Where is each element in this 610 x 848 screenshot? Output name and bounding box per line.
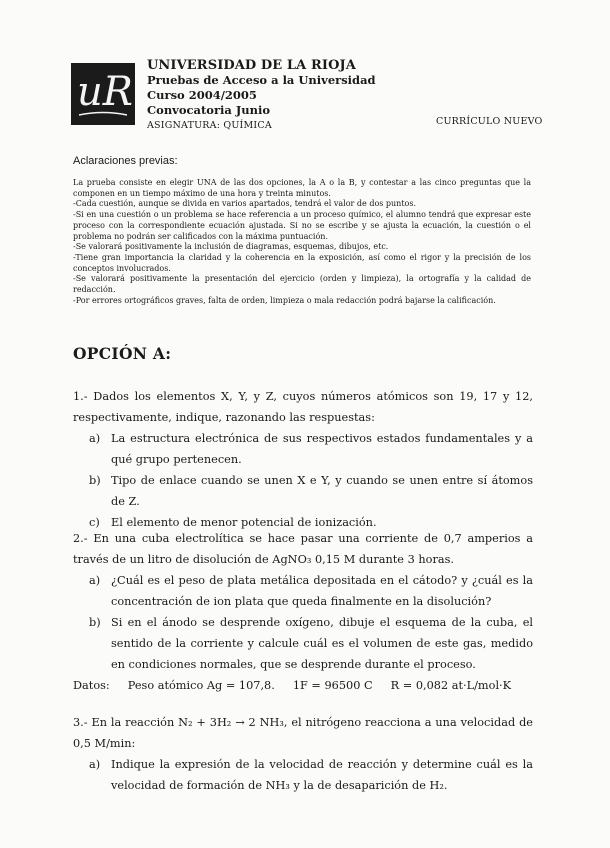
subject: ASIGNATURA: QUÍMICA [147, 120, 272, 131]
item-label: a) [89, 574, 101, 587]
item-label: a) [89, 758, 101, 771]
aclaraciones-body [73, 178, 531, 306]
aclaracion-item: -Se valorará positivamente la presentación del ejercicio (orden y limpieza), la ortografía y la calidad de redacción. [73, 274, 531, 295]
session: Convocatoria Junio [147, 103, 271, 117]
item-text: Si en el ánodo se desprende oxígeno, dibuje el esquema de la cuba, el sentido de la corriente y calcule cuál es el volumen de este gas, medido en condiciones normales, que se desprende durante el proceso. [111, 616, 533, 671]
item-text: La estructura electrónica de sus respectivos estados fundamentales y a qué grupo pertenecen. [111, 432, 533, 466]
exam-type: Pruebas de Acceso a la Universidad [147, 73, 376, 87]
item-label: b) [89, 616, 101, 629]
question-2-item [73, 612, 533, 675]
question-1-item [73, 428, 533, 470]
question-1 [73, 386, 533, 533]
question-1-item [73, 470, 533, 512]
question-3-text: 3.- En la reacción N₂ + 3H₂ → 2 NH₃, el nitrógeno reacciona a una velocidad de 0,5 M/min: [73, 716, 533, 750]
datos-faraday: 1F = 96500 C [292, 679, 373, 692]
aclaracion-item: -Cada cuestión, aunque se divida en varios apartados, tendrá el valor de dos puntos. [73, 199, 417, 209]
question-3-item [73, 754, 533, 796]
aclaracion-item: -Se valorará positivamente la inclusión de diagramas, esquemas, dibujos, etc. [73, 242, 389, 252]
logo-mark-icon [71, 63, 135, 125]
item-label: c) [89, 516, 100, 529]
item-label: a) [89, 432, 101, 445]
university-name: UNIVERSIDAD DE LA RIOJA [147, 58, 356, 73]
curriculum-label: CURRÍCULO NUEVO [436, 116, 543, 127]
aclaracion-item: -Tiene gran importancia la claridad y la coherencia en la exposición, así como el rigor y la precisión de los conceptos involucrados. [73, 252, 531, 273]
aclaracion-item: La prueba consiste en elegir UNA de las dos opciones, la A o la B, y contestar a las cinco preguntas que la componen en un tiempo máximo de una hora y treinta minutos. [73, 178, 531, 198]
question-3 [73, 712, 533, 796]
university-logo [71, 63, 135, 125]
course-year: Curso 2004/2005 [147, 88, 257, 102]
item-label: b) [89, 474, 101, 487]
aclaracion-item: -Por errores ortográficos graves, falta de orden, limpieza o mala redacción podrá bajarse la calificación. [73, 295, 496, 305]
question-2-item [73, 570, 533, 612]
item-text: ¿Cuál es el peso de plata metálica depositada en el cátodo? y ¿cuál es la concentración de ion plata que queda finalmente en la disolución? [111, 574, 533, 608]
logo-text: uR [77, 69, 133, 115]
datos-gas-constant: R = 0,082 at·L/mol·K [390, 679, 512, 692]
question-2-text: 2.- En una cuba electrolítica se hace pasar una corriente de 0,7 amperios a través de un litro de disolución de AgNO₃ 0,15 M durante 3 horas. [73, 532, 533, 566]
datos-label: Datos: [73, 679, 110, 692]
option-title: OPCIÓN A: [73, 344, 172, 363]
item-text: El elemento de menor potencial de ionización. [111, 516, 377, 529]
item-text: Tipo de enlace cuando se unen X e Y, y cuando se unen entre sí átomos de Z. [111, 474, 533, 508]
datos-line [73, 675, 533, 696]
datos-atomic-weight: Peso atómico Ag = 107,8. [127, 679, 275, 692]
header-block [147, 58, 407, 133]
question-2 [73, 528, 533, 696]
aclaraciones-title: Aclaraciones previas: [73, 155, 178, 167]
aclaracion-item: -Si en una cuestión o un problema se hace referencia a un proceso químico, el alumno tendrá que expresar este proceso con la correspondiente ecuación ajustada. Si no se escribe y se ajusta la ecuación, la cuestión o el problema no podrán ser calificados con la máxima puntuación. [73, 210, 531, 241]
question-1-text: 1.- Dados los elementos X, Y, y Z, cuyos números atómicos son 19, 17 y 12, respectivamente, indique, razonando las respuestas: [73, 390, 533, 424]
item-text: Indique la expresión de la velocidad de reacción y determine cuál es la velocidad de formación de NH₃ y la de desaparición de H₂. [111, 758, 533, 792]
